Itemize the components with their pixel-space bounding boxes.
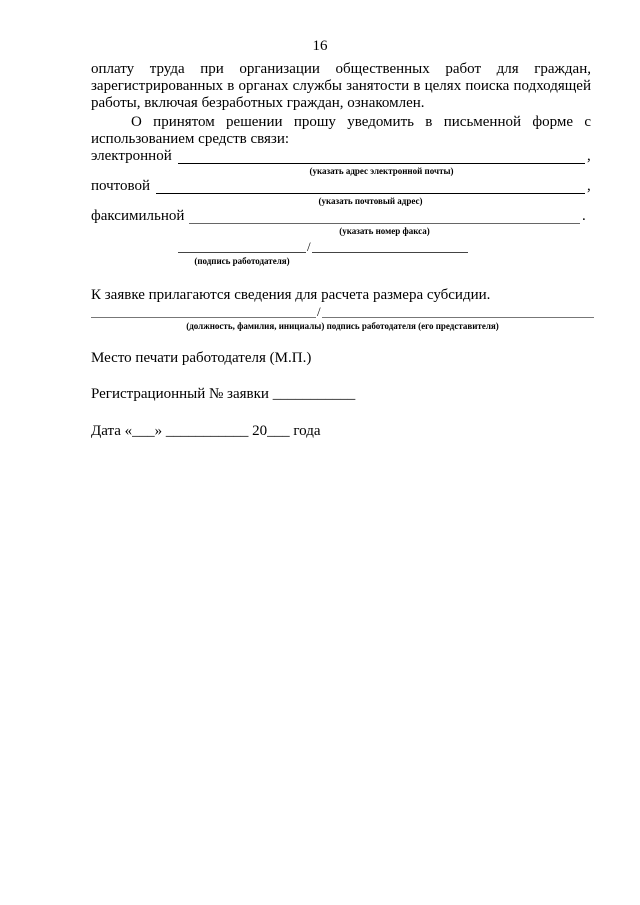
postal-line-end: , xyxy=(587,178,591,194)
fax-label: факсимильной xyxy=(91,208,185,224)
date-middle: » xyxy=(154,423,163,439)
registration-row xyxy=(91,386,355,403)
postal-hint: (указать почтовый адрес) xyxy=(318,196,423,206)
date-day-blank[interactable]: ___ xyxy=(132,423,155,439)
paragraph-1-line-2: зарегистрированных в органах службы занятости в целях поиска подходящей xyxy=(91,78,591,94)
electronic-label: электронной xyxy=(91,148,172,164)
attachment-text: К заявке прилагаются сведения для расчета размера субсидии. xyxy=(91,287,491,303)
fax-number-line[interactable] xyxy=(189,223,580,224)
signature-1-slash: / xyxy=(307,239,311,254)
registration-number-blank[interactable]: ___________ xyxy=(272,386,356,402)
registration-label: Регистрационный № заявки xyxy=(91,386,269,402)
paragraph-1-line-1: оплату труда при организации общественных работ для граждан, xyxy=(91,61,591,77)
date-prefix: Дата « xyxy=(91,423,133,439)
signature-1-line-left[interactable] xyxy=(178,252,306,253)
paragraph-2-line-2: использованием средств связи: xyxy=(91,131,290,147)
stamp-place: Место печати работодателя (М.П.) xyxy=(91,350,312,366)
fax-line-end: . xyxy=(582,208,586,224)
electronic-address-line[interactable] xyxy=(178,163,585,164)
fax-hint: (указать номер факса) xyxy=(339,226,430,236)
date-year-blank[interactable]: ___ xyxy=(267,423,290,439)
electronic-line-end: , xyxy=(587,148,591,164)
postal-label: почтовой xyxy=(91,178,151,194)
paragraph-2-line-1: О принятом решении прошу уведомить в письменной форме с xyxy=(131,114,591,130)
date-suffix: года xyxy=(293,423,321,439)
signature-1-caption: (подпись работодателя) xyxy=(194,256,290,266)
date-month-blank[interactable]: ___________ xyxy=(165,423,249,439)
electronic-hint: (указать адрес электронной почты) xyxy=(309,166,454,176)
paragraph-1-line-3: работы, включая безработных граждан, ознакомлен. xyxy=(91,95,425,111)
postal-address-line[interactable] xyxy=(156,193,585,194)
signature-2-line-left[interactable] xyxy=(91,317,316,318)
signature-2-caption: (должность, фамилия, инициалы) подпись работодателя (его представителя) xyxy=(186,321,499,331)
signature-2-slash: / xyxy=(317,304,321,319)
page-number: 16 xyxy=(312,38,328,54)
date-row xyxy=(91,423,321,440)
signature-1-line-right[interactable] xyxy=(312,252,468,253)
signature-2-line-right[interactable] xyxy=(322,317,594,318)
date-year-prefix: 20 xyxy=(252,423,268,439)
